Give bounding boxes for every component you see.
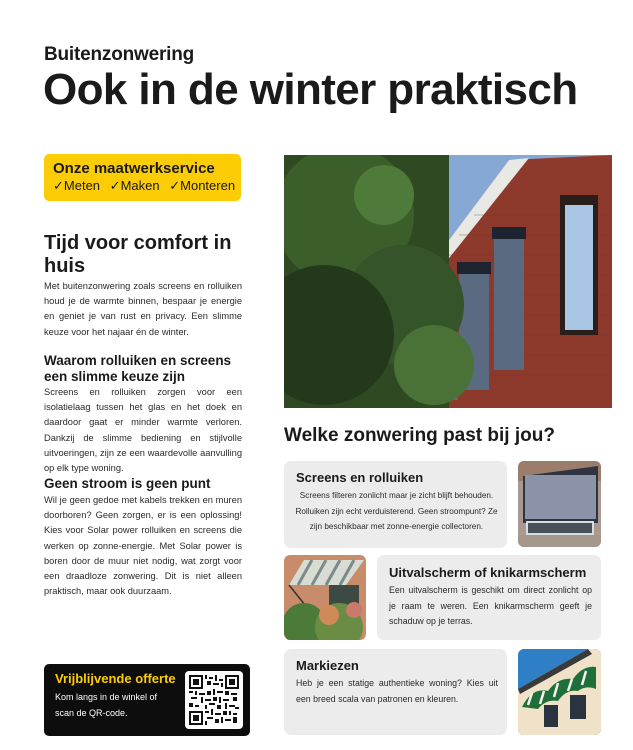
hero-photo-house-shutters [284,155,612,408]
section-title-comfort: Tijd voor comfort in huis [44,232,232,277]
qr-code-icon[interactable] [185,671,243,729]
service-box [44,154,241,201]
option-body: Heb je een statige authentieke woning? Kies uit een breed scala van patronen en kleuren. [296,678,498,704]
offer-text: Kom langs in de winkel of scan de QR-code. [55,692,158,718]
section-body-why: Screens en rolluiken zorgen voor een isolatielaag tussen het glas en het doek en daardoor gaat er minder warmte verloren. Dankzij de slimme bediening en stijlvolle uitvoeringen, zijn ze een waardevolle aanvulling op elk type woning. [44,387,242,474]
photo-drop-arm-awning [284,555,366,640]
option-body: Screens filteren zonlicht maar je zicht blijft behouden. Rolluiken zijn echt verduisterend. Geen stroompunt? Ze zijn beschikbaar met zonne-energie collectoren. [295,491,498,531]
options-title: Welke zonwering past bij jou? [284,425,555,446]
service-item-install: ✓Monteren [169,178,236,193]
section-body-solar: Wil je geen gedoe met kabels trekken en muren doorboren? Geen zorgen, er is een oplossing! Kies voor Solar power rolluiken en screens die werken op zonne-energie. Met Solar power is boren door de muur niet nodig, wat zorgt voor een draadloze zonwering. Dit is niet alleen praktisch, maar ook duurzaam. [44,495,242,597]
check-icon: ✓ [169,178,181,193]
option-body: Een uitvalscherm is geschikt om direct zonlicht op je raam te weren. Een knikarmscherm geeft je schaduw op je terras. [389,585,592,626]
check-icon: ✓ [109,178,121,193]
section-title-why: Waarom rolluiken en screens een slimme keuze zijn [44,353,232,384]
photo-dutch-awnings [518,649,601,735]
service-title: Onze maatwerkservice [53,160,215,177]
option-card-screens [284,461,507,548]
check-icon: ✓ [53,178,64,193]
option-card-markiezen [284,649,507,735]
page-headline: Ook in de winter praktisch [43,65,578,114]
offer-box [44,664,250,736]
kicker-title: Buitenzonwering [44,44,195,65]
service-checklist [53,177,236,194]
photo-screen-window [518,461,601,547]
option-title: Uitvalscherm of knikarmscherm [389,565,587,580]
section-body-comfort: Met buitenzonwering zoals screens en rolluiken houd je de warmte binnen, bespaar je energie en geniet je van rust en privacy. Een slimme keuze voor het najaar én de winter. [44,281,242,337]
offer-title: Vrijblijvende offerte [55,671,176,686]
option-title: Markiezen [296,658,359,673]
option-card-awning [377,555,601,640]
service-item-make: ✓Maken [109,178,160,193]
section-title-solar: Geen stroom is geen punt [44,476,211,491]
option-title: Screens en rolluiken [296,470,424,485]
service-item-measure: ✓Meten [53,178,101,193]
